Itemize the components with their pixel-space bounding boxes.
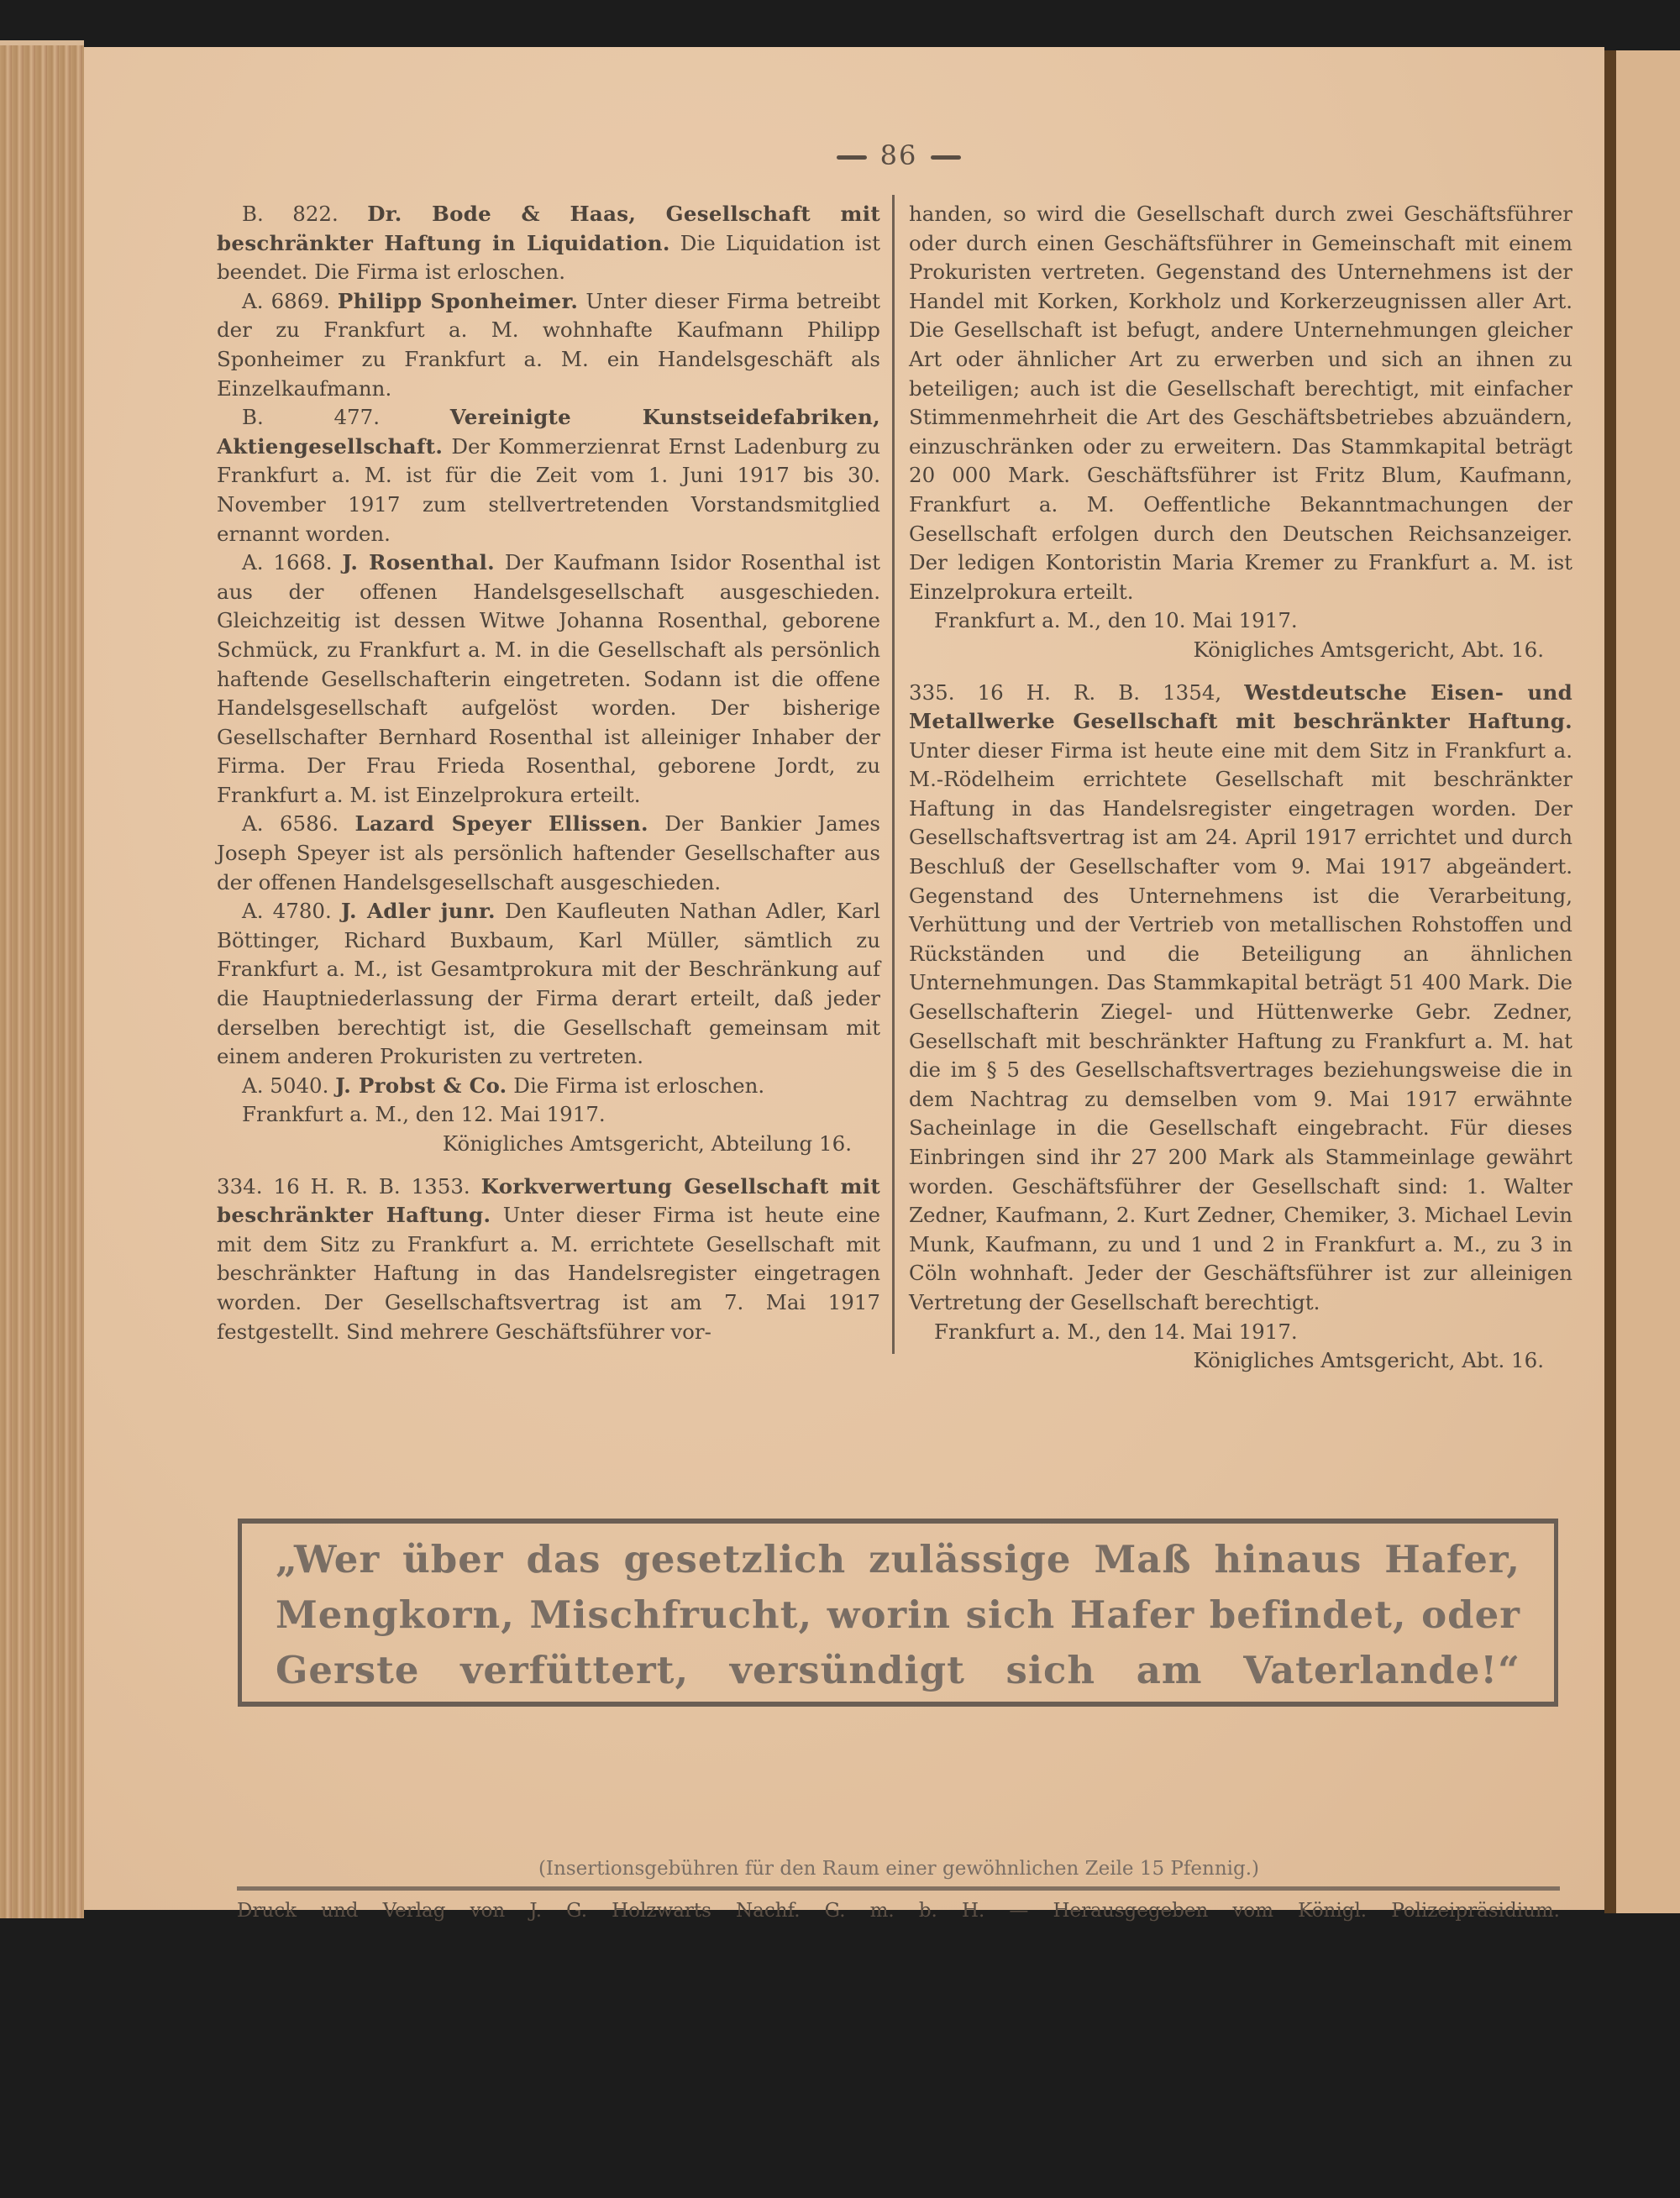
left-column bbox=[217, 200, 880, 1346]
entry-id: B. 822. bbox=[242, 202, 339, 226]
firm-name: J. Rosenthal. bbox=[342, 550, 495, 575]
book-page-stack bbox=[0, 40, 84, 1918]
entry-id: A. 1668. bbox=[242, 550, 333, 575]
page-gutter-shadow bbox=[1604, 50, 1616, 1913]
entry-text: Der Kaufmann Isidor Rosenthal ist aus der offenen Handelsgesellschaft ausgeschieden. Gleichzeitig ist dessen Witwe Johanna Rosenthal, geborene Schmück, zu Frankfurt a. M. in die Gesellschaft als persönlich haftende Gesellschafterin eingetreten. Sodann ist die offene Handelsgesellschaft aufgelöst worden. Der bisherige Gesellschafter Bernhard Rosenthal ist alleiniger Inhaber der Firma. Der Frau Frieda Rosenthal, geborene Jordt, zu Frankfurt a. M. ist Einzelprokura erteilt. bbox=[217, 550, 881, 807]
adjacent-page-edge bbox=[1616, 50, 1680, 1913]
register-entry bbox=[217, 548, 880, 810]
register-entry-335 bbox=[909, 679, 1572, 1318]
insertion-fee-note: (Insertionsgebühren für den Raum einer gewöhnlichen Zeile 15 Pfennig.) bbox=[538, 1858, 1260, 1880]
entry-text: Unter dieser Firma betreibt der zu Frankfurt a. M. wohnhafte Kaufmann Philipp Sponheimer zu Frankfurt a. M. ein Handelsgeschäft als Einzelkaufmann. bbox=[217, 288, 880, 401]
register-entry bbox=[217, 200, 880, 287]
page-number bbox=[815, 139, 983, 171]
firm-name: Philipp Sponheimer. bbox=[337, 288, 579, 313]
entry-text: Die Firma ist erloschen. bbox=[513, 1073, 765, 1098]
entry-id: B. 477. bbox=[242, 405, 381, 430]
court-signature: Königliches Amtsgericht, Abt. 16. bbox=[1193, 637, 1544, 662]
entry-text: Der Kommerzienrat Ernst Ladenburg zu Frankfurt a. M. ist für die Zeit vom 1. Juni 1917 bis 30. November 1917 zum stellvertretenden Vorstandsmitglied ernannt worden. bbox=[217, 433, 881, 546]
register-entry bbox=[217, 287, 880, 403]
firm-name: Dr. Bode & Haas, Gesellschaft mit beschränkter Haftung in Liquidation. bbox=[217, 202, 880, 255]
dateline: Frankfurt a. M., den 12. Mai 1917. bbox=[242, 1102, 606, 1127]
firm-name: Lazard Speyer Ellissen. bbox=[354, 811, 648, 837]
firm-name: Korkverwertung Gesellschaft mit beschränkter Haftung. bbox=[217, 1173, 880, 1228]
entry-text: Die Liquidation ist beendet. Die Firma ist erloschen. bbox=[217, 230, 880, 285]
firm-name: Vereinigte Kunstseidefabriken, Aktiengesellschaft. bbox=[217, 405, 881, 459]
entry-text: Unter dieser Firma ist heute eine mit dem Sitz in Frankfurt a. M.-Rödelheim errichtete Gesellschaft mit beschränkter Haftung in das Handelsregister eingetragen worden. Der Gesellschaftsvertrag ist am 24. April 1917 errichtet und durch Beschluß der Gesellschafter vom 9. Mai 1917 abgeändert. Gegenstand des Unternehmens ist die Verarbeitung, Verhüttung und der Vertrieb von metallischen Rohstoffen und Rückständen und die Beteiligung an ähnlichen Unternehmungen. Das Stammkapital beträgt 51 400 Mark. Die Gesellschafterin Ziegel- und Hüttenwerke Gebr. Zedner, Gesellschaft mit beschränkter Haftung zu Frankfurt a. M. hat die im § 5 des Gesellschaftsvertrages beziehungsweise die in dem Nachtrag zu demselben vom 9. Mai 1917 erwähnte Sacheinlage in die Gesellschaft eingebracht. Für dieses Einbringen sind ihr 27 200 Mark als Stammeinlage gewährt worden. Geschäftsführer der Gesellschaft sind: 1. Walter Zedner, Kaufmann, 2. Kurt Zedner, Chemiker, 3. Michael Levin Munk, Kaufmann, zu und 1 und 2 in Frankfurt a. M., zu 3 in Cöln wohnhaft. Jeder der Geschäftsführer ist zur alleinigen Vertretung der Gesellschaft berechtigt. bbox=[909, 737, 1572, 1314]
register-entry bbox=[217, 1072, 880, 1101]
entry-continuation: handen, so wird die Gesellschaft durch zwei Geschäftsführer oder durch einen Geschäftsführer in Gemeinschaft mit einem Prokuristen vertreten. Gegenstand des Unternehmens ist der Handel mit Korken, Korkholz und Korkerzeugnissen aller Art. Die Gesellschaft ist befugt, andere Unternehmungen gleicher Art oder ähnlicher Art zu erwerben und sich an ihnen zu beteiligen; auch ist die Gesellschaft berechtigt, mit einfacher Stimmenmehrheit die Art des Geschäftsbetriebes abzuändern, einzuschränken oder zu erweitern. Das Stammkapital beträgt 20 000 Mark. Geschäftsführer ist Fritz Blum, Kaufmann, Frankfurt a. M. Oeffentliche Bekanntmachungen der Gesellschaft erfolgen durch den Deutschen Reichsanzeiger. Der ledigen Kontoristin Maria Kremer zu Frankfurt a. M. ist Einzelprokura erteilt. bbox=[909, 202, 1572, 604]
imprint: Druck und Verlag von J. G. Holzwarts Nachf. G. m. b. H. — Herausgegeben vom Königl. Polizeipräsidium. bbox=[237, 1900, 1560, 1922]
register-entry bbox=[217, 897, 880, 1072]
dash-left bbox=[837, 155, 867, 160]
register-entry bbox=[217, 810, 880, 897]
column-divider bbox=[892, 195, 895, 1354]
dash-right bbox=[931, 155, 961, 160]
firm-name: Westdeutsche Eisen- und Metallwerke Gesellschaft mit beschränkter Haftung. bbox=[909, 679, 1573, 734]
entry-text: Der Bankier James Joseph Speyer ist als persönlich haftender Gesellschafter aus der offenen Handelsgesellschaft ausgeschieden. bbox=[217, 811, 880, 894]
right-column bbox=[909, 200, 1572, 1389]
entry-id: A. 4780. bbox=[242, 899, 332, 924]
firm-name: J. Probst & Co. bbox=[335, 1073, 507, 1098]
entry-id: A. 5040. bbox=[242, 1073, 329, 1098]
entry-text: Unter dieser Firma ist heute eine mit dem Sitz zu Frankfurt a. M. errichtete Gesellschaft mit beschränkter Haftung in das Handelsregister eingetragen worden. Der Gesellschaftsvertrag ist am 7. Mai 1917 festgestellt. Sind mehrere Geschäftsführer vor- bbox=[217, 1203, 880, 1344]
footer-rule bbox=[237, 1886, 1560, 1891]
entry-id: A. 6869. bbox=[242, 288, 330, 313]
court-signature: Königliches Amtsgericht, Abteilung 16. bbox=[442, 1131, 852, 1156]
dateline: Frankfurt a. M., den 10. Mai 1917. bbox=[934, 608, 1298, 633]
notice-text: „Wer über das gesetzlich zulässige Maß hinaus Hafer, Mengkorn, Mischfrucht, worin sich Hafer befindet, oder Gerste verfüttert, versündigt sich am Vaterlande!“ bbox=[276, 1537, 1520, 1692]
entry-text: Den Kaufleuten Nathan Adler, Karl Böttinger, Richard Buxbaum, Karl Müller, sämtlich zu Frankfurt a. M., ist Gesamtprokura mit der Beschränkung auf die Hauptniederlassung der Firma derart erteilt, daß jeder derselben berechtigt ist, die Gesellschaft gemeinsam mit einem anderen Prokuristen zu vertreten. bbox=[217, 899, 880, 1069]
dateline: Frankfurt a. M., den 14. Mai 1917. bbox=[934, 1319, 1298, 1344]
framed-notice bbox=[238, 1519, 1558, 1707]
entry-id: 335. 16 H. R. B. 1354, bbox=[909, 679, 1222, 705]
court-signature: Königliches Amtsgericht, Abt. 16. bbox=[1193, 1348, 1544, 1373]
entry-id: 334. 16 H. R. B. 1353. bbox=[217, 1173, 470, 1199]
register-entry bbox=[217, 403, 880, 548]
page-number-value: 86 bbox=[879, 139, 918, 171]
firm-name: J. Adler junr. bbox=[340, 899, 496, 924]
entry-id: A. 6586. bbox=[242, 811, 339, 837]
register-entry-334 bbox=[217, 1172, 880, 1347]
